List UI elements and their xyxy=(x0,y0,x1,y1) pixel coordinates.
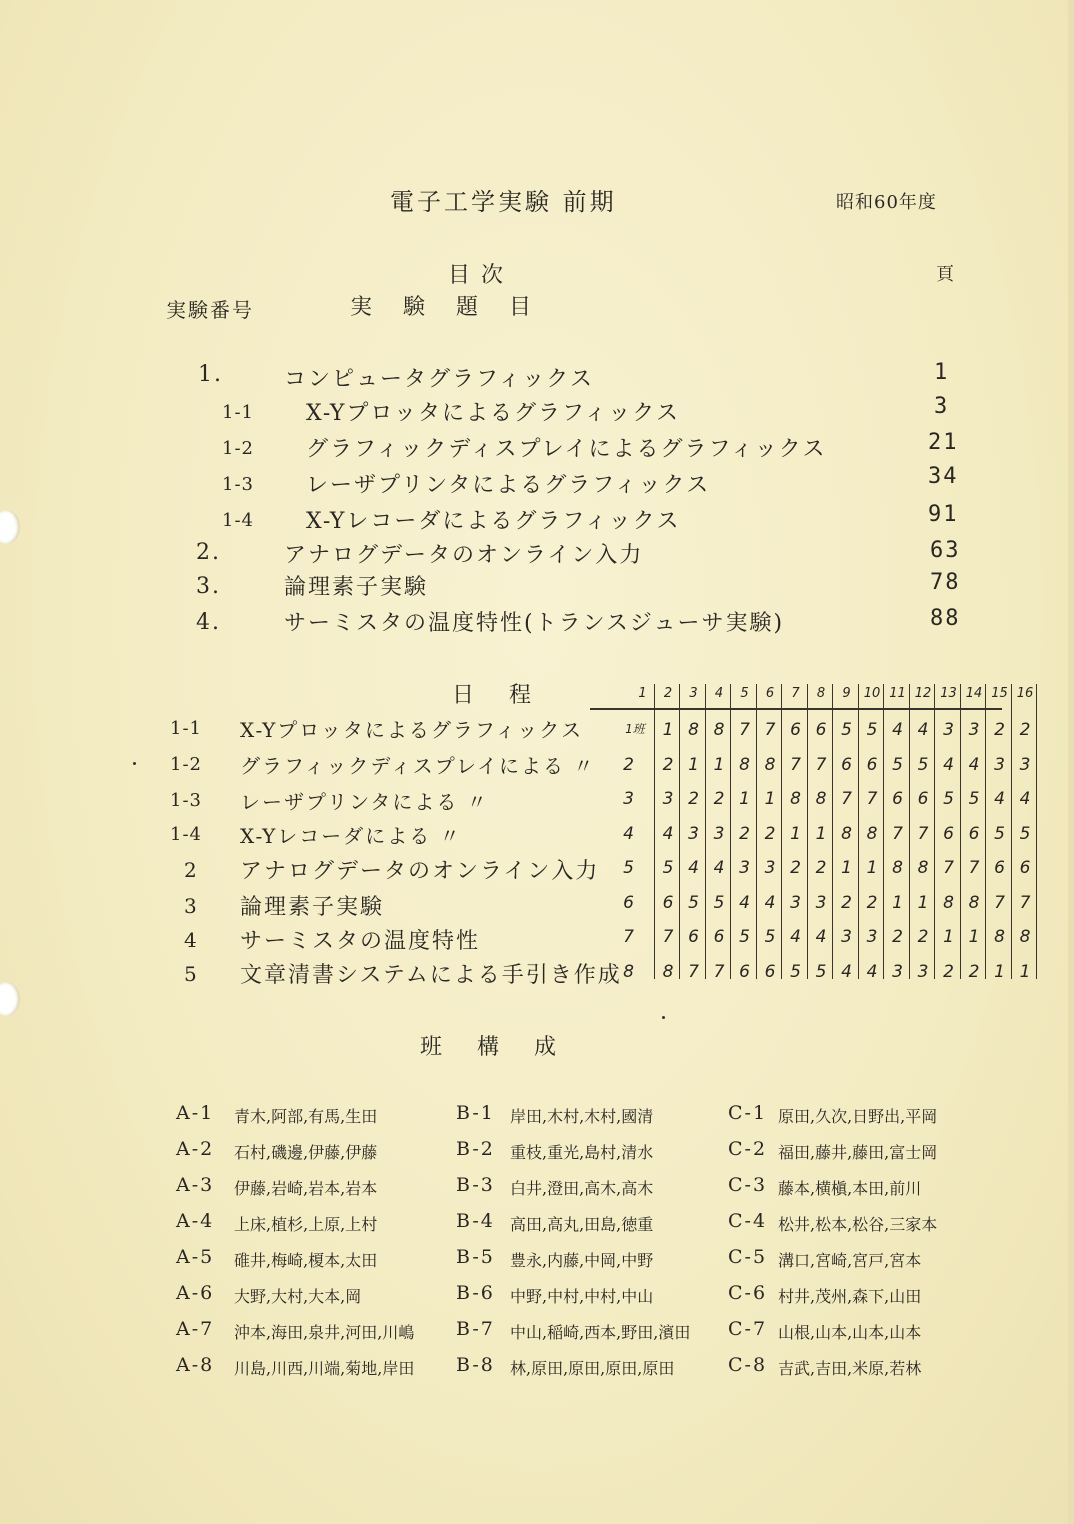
grid-cell: 4 xyxy=(688,858,699,878)
grid-cell: 5 xyxy=(662,858,674,878)
grid-cell: 3 xyxy=(790,892,801,913)
paper-edge xyxy=(1068,0,1074,1524)
grid-cell: 8 xyxy=(1019,927,1031,947)
grid-cell: 4 xyxy=(892,720,903,740)
toc-item-number: 1-4 xyxy=(222,510,254,531)
grid-cell: 5 xyxy=(1019,823,1031,844)
schedule-grid xyxy=(590,684,1034,984)
grid-cell: 2 xyxy=(739,823,750,844)
ink-dot xyxy=(133,762,136,765)
group-members: 川島,川西,川端,菊地,岸田 xyxy=(234,1359,415,1378)
group-members: 林,原田,原田,原田,原田 xyxy=(510,1359,675,1378)
grid-cell: 5 xyxy=(892,754,903,775)
group-id: B-8 xyxy=(456,1354,495,1376)
grid-cell: 2 xyxy=(917,927,929,947)
schedule-row-title: X-Yレコーダによる 〃 xyxy=(240,824,462,848)
schedule-row-number: 1-3 xyxy=(170,790,202,811)
group-id: A-3 xyxy=(176,1174,215,1196)
grid-cell: 1 xyxy=(1019,961,1031,982)
group-id: C-4 xyxy=(728,1210,768,1232)
grid-cell: 8 xyxy=(892,858,903,878)
grid-cell: 5 xyxy=(713,892,725,913)
grid-cell: 1 xyxy=(764,789,776,809)
grid-cell: 1 xyxy=(688,754,699,775)
group-members: 吉武,吉田,米原,若林 xyxy=(778,1359,922,1378)
group-members: 石村,磯邊,伊藤,伊藤 xyxy=(234,1143,378,1162)
grid-cell: 8 xyxy=(688,720,699,740)
grid-cell: 3 xyxy=(943,720,954,740)
group-members: 伊藤,岩崎,岩本,岩本 xyxy=(234,1179,378,1198)
group-id: C-2 xyxy=(728,1138,768,1160)
group-members: 沖本,海田,泉井,河田,川嶋 xyxy=(234,1323,415,1342)
group-id: C-7 xyxy=(728,1318,768,1340)
group-id: A-6 xyxy=(176,1282,215,1304)
grid-cell: 1 xyxy=(994,961,1005,982)
grid-column-header: 16 xyxy=(1016,686,1034,701)
group-id: A-7 xyxy=(176,1318,215,1340)
group-id: B-3 xyxy=(456,1174,495,1196)
grid-cell: 3 xyxy=(713,823,725,844)
grid-cell: 8 xyxy=(917,858,929,878)
group-id: C-5 xyxy=(728,1246,768,1268)
grid-cell: 3 xyxy=(892,961,903,982)
grid-cell: 6 xyxy=(866,754,878,775)
grid-cell: 3 xyxy=(815,892,827,913)
group-id: C-6 xyxy=(728,1282,768,1304)
group-id: B-7 xyxy=(456,1318,495,1340)
group-members: 大野,大村,大本,岡 xyxy=(234,1287,362,1306)
toc-item-number: 2. xyxy=(196,540,221,565)
group-members: 青木,阿部,有馬,生田 xyxy=(234,1107,378,1126)
grid-cell: 2 xyxy=(994,720,1005,740)
toc-item-title: 論理素子実験 xyxy=(284,575,429,600)
grid-cell: 3 xyxy=(623,789,634,809)
group-members: 豊永,内藤,中岡,中野 xyxy=(510,1251,654,1270)
group-members: 藤本,横槇,本田,前川 xyxy=(778,1179,922,1198)
group-id: A-5 xyxy=(176,1246,215,1268)
grid-cell: 2 xyxy=(764,823,776,844)
grid-cell: 1 xyxy=(866,858,878,878)
toc-item-page: 34 xyxy=(928,464,959,489)
group-members: 岸田,木村,木村,國清 xyxy=(510,1107,654,1126)
grid-cell: 4 xyxy=(790,927,801,947)
grid-cell: 2 xyxy=(841,892,852,913)
schedule-row-number: 1-4 xyxy=(170,824,202,845)
schedule-row-title: 論理素子実験 xyxy=(240,895,385,920)
grid-cell: 8 xyxy=(994,927,1005,947)
grid-column-header: 1 xyxy=(638,686,647,701)
toc-item-number: 1-1 xyxy=(222,402,254,423)
grid-cell: 1 xyxy=(917,892,929,913)
grid-cell: 4 xyxy=(943,754,954,775)
grid-cell: 3 xyxy=(662,789,674,809)
toc-item-title: サーミスタの温度特性(トランスジューサ実験) xyxy=(284,611,785,636)
grid-cell: 6 xyxy=(892,789,903,809)
grid-cell: 1 xyxy=(815,823,827,844)
grid-cell: 3 xyxy=(994,754,1005,775)
group-members: 溝口,宮崎,宮戸,宮本 xyxy=(778,1251,922,1270)
grid-column-header: 4 xyxy=(714,686,724,701)
toc-item-page: 91 xyxy=(928,502,959,527)
toc-item-page: 21 xyxy=(928,430,959,455)
group-members: 碓井,梅崎,榎本,太田 xyxy=(234,1251,378,1270)
grid-cell: 6 xyxy=(917,789,929,809)
grid-column-header: 14 xyxy=(965,686,983,701)
grid-cell: 6 xyxy=(943,823,954,844)
grid-header-rule xyxy=(590,708,1002,710)
grid-cell: 6 xyxy=(688,927,699,947)
toc-item-number: 1-2 xyxy=(222,438,254,459)
grid-cell: 7 xyxy=(917,823,929,844)
schedule-row-number: 1-1 xyxy=(170,718,202,739)
grid-column-header: 3 xyxy=(689,686,698,701)
grid-cell: 8 xyxy=(739,754,750,775)
grid-cell: 1 xyxy=(739,789,750,809)
group-members: 上床,植杉,上原,上村 xyxy=(234,1215,378,1234)
grid-cell: 7 xyxy=(790,754,801,775)
group-members: 重枝,重光,島村,清水 xyxy=(510,1143,654,1162)
toc-number-header: 実験番号 xyxy=(166,298,254,322)
grid-cell: 7 xyxy=(892,823,903,844)
grid-cell: 3 xyxy=(841,927,852,947)
grid-cell: 4 xyxy=(841,961,852,982)
grid-cell: 8 xyxy=(662,961,674,982)
group-members: 中野,中村,中村,中山 xyxy=(510,1287,654,1306)
grid-cell: 8 xyxy=(943,892,954,913)
toc-item-title: レーザプリンタによるグラフィックス xyxy=(306,473,711,498)
schedule-row-number: 2 xyxy=(184,858,199,882)
schedule-row-number: 3 xyxy=(184,894,199,918)
group-id: A-1 xyxy=(176,1102,215,1124)
schedule-heading: 日 程 xyxy=(452,683,545,708)
group-id: A-8 xyxy=(176,1354,215,1376)
grid-cell: 6 xyxy=(713,927,725,947)
group-id: B-5 xyxy=(456,1246,495,1268)
grid-cell: 7 xyxy=(1019,892,1031,913)
grid-column-header: 8 xyxy=(816,686,826,701)
schedule-row-number: 5 xyxy=(184,962,199,986)
grid-cell: 3 xyxy=(866,927,878,947)
grid-cell: 7 xyxy=(623,927,634,947)
grid-cell: 2 xyxy=(892,927,903,947)
grid-cell: 5 xyxy=(841,720,852,740)
group-id: A-4 xyxy=(176,1210,215,1232)
grid-cell: 6 xyxy=(790,720,801,740)
grid-column-header: 5 xyxy=(740,686,749,701)
grid-cell: 2 xyxy=(688,789,699,809)
toc-page-header: 頁 xyxy=(936,264,955,285)
group-members: 松井,松本,松谷,三家本 xyxy=(778,1215,938,1234)
grid-cell: 3 xyxy=(688,823,699,844)
schedule-row-title: サーミスタの温度特性 xyxy=(240,929,481,954)
grid-column-header: 7 xyxy=(791,686,800,701)
toc-item-number: 4. xyxy=(196,610,221,635)
group-id: A-2 xyxy=(176,1138,215,1160)
grid-cell: 7 xyxy=(688,961,699,982)
grid-cell: 3 xyxy=(1019,754,1031,775)
grid-cell: 2 xyxy=(662,754,674,775)
grid-cell: 6 xyxy=(662,892,674,913)
academic-year: 昭和60年度 xyxy=(836,192,937,213)
grid-cell: 2 xyxy=(623,754,634,775)
group-members: 高田,高丸,田島,徳重 xyxy=(510,1215,654,1234)
toc-title-header: 実 験 題 目 xyxy=(350,295,543,320)
grid-cell: 1 xyxy=(713,754,725,775)
group-id: B-4 xyxy=(456,1210,495,1232)
toc-heading: 目 次 xyxy=(448,263,505,288)
grid-column-header: 6 xyxy=(765,686,775,701)
grid-cell: 4 xyxy=(968,754,980,775)
grid-cell: 5 xyxy=(764,927,776,947)
schedule-row-number: 1-2 xyxy=(170,754,202,775)
grid-cell: 3 xyxy=(968,720,980,740)
grid-cell: 7 xyxy=(994,892,1005,913)
grid-cell: 6 xyxy=(764,961,776,982)
grid-cell: 4 xyxy=(662,823,674,844)
grid-cell: 4 xyxy=(1019,789,1031,809)
grid-cell: 4 xyxy=(994,789,1005,809)
group-id: C-8 xyxy=(728,1354,768,1376)
group-members: 村井,茂州,森下,山田 xyxy=(778,1287,922,1306)
grid-cell: 4 xyxy=(713,858,725,878)
grid-cell: 6 xyxy=(623,892,634,913)
grid-column-header: 11 xyxy=(889,686,906,701)
schedule-row-title: X-Yプロッタによるグラフィックス xyxy=(240,718,584,742)
grid-cell: 7 xyxy=(866,789,878,809)
grid-cell: 6 xyxy=(841,754,852,775)
schedule-row-title: レーザプリンタによる 〃 xyxy=(240,790,489,814)
grid-column-header: 15 xyxy=(991,686,1008,701)
grid-cell: 8 xyxy=(968,892,980,913)
grid-cell: 8 xyxy=(841,823,852,844)
grid-cell: 6 xyxy=(994,858,1005,878)
toc-item-title: グラフィックディスプレイによるグラフィックス xyxy=(306,437,827,462)
grid-cell: 8 xyxy=(790,789,801,809)
grid-cell: 2 xyxy=(713,789,725,809)
toc-item-title: X-Yプロッタによるグラフィックス xyxy=(306,401,680,426)
toc-item-page: 88 xyxy=(930,606,961,631)
groups-heading: 班 構 成 xyxy=(420,1035,570,1060)
grid-cell: 2 xyxy=(790,858,801,878)
grid-cell: 7 xyxy=(943,858,954,878)
grid-cell: 7 xyxy=(815,754,827,775)
grid-cell: 5 xyxy=(866,720,878,740)
schedule-row-number: 4 xyxy=(184,928,199,952)
grid-cell: 8 xyxy=(764,754,776,775)
grid-cell: 5 xyxy=(968,789,980,809)
grid-cell: 7 xyxy=(662,927,674,947)
grid-column-header: 9 xyxy=(842,686,851,701)
grid-cell: 5 xyxy=(739,927,750,947)
grid-cell: 5 xyxy=(994,823,1005,844)
grid-cell: 6 xyxy=(1019,858,1031,878)
grid-cell: 2 xyxy=(866,892,878,913)
toc-item-page: 3 xyxy=(934,394,950,419)
grid-column-header: 2 xyxy=(663,686,673,701)
grid-cell: 6 xyxy=(815,720,827,740)
grid-cell: 1 xyxy=(892,892,903,913)
grid-column-header: 10 xyxy=(863,686,881,701)
toc-item-number: 3. xyxy=(196,574,221,599)
grid-cell: 1 xyxy=(662,720,674,740)
grid-cell: 3 xyxy=(764,858,776,878)
grid-cell: 1 xyxy=(790,823,801,844)
grid-cell: 1班 xyxy=(625,722,645,736)
grid-cell: 4 xyxy=(623,823,634,844)
group-id: B-1 xyxy=(456,1102,495,1124)
group-id: B-2 xyxy=(456,1138,495,1160)
group-members: 山根,山本,山本,山本 xyxy=(778,1323,922,1342)
grid-cell: 8 xyxy=(866,823,878,844)
grid-cell: 7 xyxy=(764,720,776,740)
schedule-row-title: 文章清書システムによる手引き作成 xyxy=(240,963,622,988)
group-members: 原田,久次,日野出,平岡 xyxy=(778,1107,938,1126)
grid-cell: 6 xyxy=(968,823,980,844)
toc-item-page: 63 xyxy=(930,538,961,563)
group-members: 中山,稲崎,西本,野田,濱田 xyxy=(510,1323,691,1342)
grid-cell: 1 xyxy=(841,858,852,878)
grid-cell: 8 xyxy=(623,961,634,982)
grid-cell: 7 xyxy=(739,720,750,740)
grid-cell: 4 xyxy=(815,927,827,947)
grid-cell: 5 xyxy=(623,858,634,878)
group-members: 白井,澄田,高木,高木 xyxy=(510,1179,654,1198)
ink-dot xyxy=(662,1016,665,1019)
toc-item-title: アナログデータのオンライン入力 xyxy=(284,543,644,568)
grid-cell: 6 xyxy=(739,961,750,982)
toc-item-number: 1. xyxy=(198,362,223,387)
group-id: B-6 xyxy=(456,1282,495,1304)
grid-cell: 2 xyxy=(1019,720,1031,740)
grid-cell: 7 xyxy=(841,789,852,809)
grid-cell: 1 xyxy=(943,927,954,947)
grid-cell: 2 xyxy=(815,858,827,878)
grid-column-header: 12 xyxy=(914,686,932,701)
group-id: C-3 xyxy=(728,1174,768,1196)
schedule-row-title: アナログデータのオンライン入力 xyxy=(240,859,600,884)
toc-item-page: 1 xyxy=(934,360,950,385)
grid-cell: 4 xyxy=(764,892,776,913)
grid-cell: 1 xyxy=(968,927,980,947)
grid-cell: 4 xyxy=(917,720,929,740)
group-members: 福田,藤井,藤田,富士岡 xyxy=(778,1143,938,1162)
grid-cell: 5 xyxy=(943,789,954,809)
toc-item-title: X-Yレコーダによるグラフィックス xyxy=(306,509,681,534)
document-title: 電子工学実験 前期 xyxy=(390,188,617,216)
grid-cell: 5 xyxy=(815,961,827,982)
grid-cell: 2 xyxy=(943,961,954,982)
grid-cell: 7 xyxy=(968,858,980,878)
group-id: C-1 xyxy=(728,1102,768,1124)
grid-cell: 4 xyxy=(739,892,750,913)
grid-cell: 8 xyxy=(713,720,725,740)
toc-item-number: 1-3 xyxy=(222,474,254,495)
schedule-row-title: グラフィックディスプレイによる 〃 xyxy=(240,754,596,778)
grid-cell: 7 xyxy=(713,961,725,982)
toc-item-title: コンピュータグラフィックス xyxy=(284,367,595,392)
grid-cell: 5 xyxy=(688,892,699,913)
grid-cell: 5 xyxy=(917,754,929,775)
grid-cell: 5 xyxy=(790,961,801,982)
grid-cell: 2 xyxy=(968,961,980,982)
grid-cell: 4 xyxy=(866,961,878,982)
toc-item-page: 78 xyxy=(930,570,961,595)
grid-cell: 8 xyxy=(815,789,827,809)
grid-cell: 3 xyxy=(739,858,750,878)
grid-cell: 3 xyxy=(917,961,929,982)
grid-column-header: 13 xyxy=(940,686,957,701)
